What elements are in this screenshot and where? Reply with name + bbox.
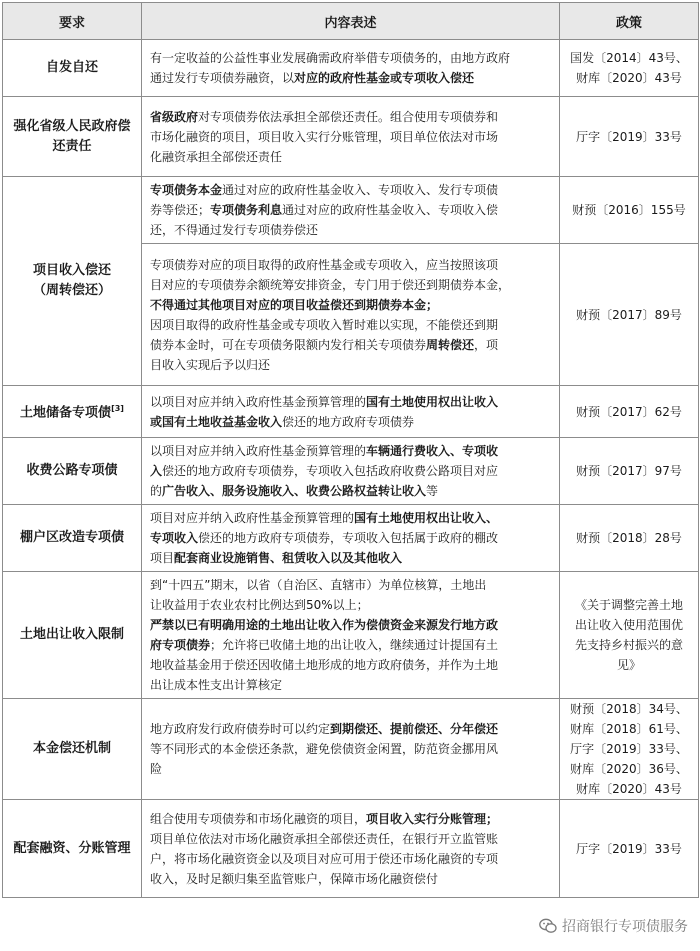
requirement-cell	[3, 800, 142, 898]
requirement-text: 收费公路专项债	[26, 463, 118, 478]
header-policy: 政策	[560, 3, 699, 40]
policy-cell	[560, 40, 699, 97]
content-text: 项目	[150, 551, 175, 565]
content-text: 险	[150, 762, 163, 776]
content-line	[150, 655, 553, 675]
content-line	[150, 315, 553, 335]
content-text: 对专项债券依法承担全部偿还责任。	[198, 109, 391, 124]
policy-text: 财库〔2018〕61号、	[570, 722, 688, 736]
content-text: 出让成本性支出计算核定	[150, 678, 283, 692]
content-text: 的	[150, 484, 163, 498]
content-text: 还，不得通过发行专项债券偿还	[150, 223, 319, 237]
content-line	[150, 127, 553, 147]
policy-text: 财预〔2017〕62号	[576, 404, 682, 419]
policy-text: 财预〔2018〕28号	[576, 531, 682, 545]
table-row	[3, 177, 699, 244]
policy-cell	[560, 572, 699, 699]
watermark	[537, 916, 690, 936]
content-line	[150, 355, 553, 375]
content-cell	[142, 386, 560, 438]
content-bold-text: 严禁以已有明确用途的土地出让收入作为偿债资金来源发行地方政	[150, 618, 499, 632]
content-line	[150, 548, 553, 568]
requirement-text: 强化省级人民政府偿	[13, 118, 131, 134]
content-bold-text: 项目收入实行分账管理；	[366, 811, 499, 826]
table-row	[3, 505, 699, 572]
content-text: 地方政府发行政府债券时可以约定	[150, 722, 331, 736]
requirement-cell	[3, 505, 142, 572]
content-cell	[142, 177, 560, 244]
content-line	[150, 48, 553, 68]
content-line	[150, 675, 553, 695]
policy-text: 财预〔2017〕89号	[576, 307, 682, 322]
content-bold-text: 不得通过其他项目对应的项目收益偿还到期债券本金；	[150, 297, 439, 312]
policy-cell	[560, 177, 699, 244]
content-line	[150, 809, 553, 829]
content-line	[150, 295, 553, 315]
content-cell	[142, 97, 560, 177]
requirement-cell	[3, 572, 142, 699]
content-line	[150, 392, 553, 412]
content-text: 因项目取得的政府性基金或专项收入暂时难以实现，不能偿还到期	[150, 317, 499, 332]
content-text: 以项目对应并纳入政府性基金预算管理的	[150, 394, 367, 409]
content-line	[150, 508, 553, 528]
content-text: 目对应的专项债券余额统筹安排资金，专门用于偿还到期债券本金，	[150, 277, 511, 292]
content-cell	[142, 699, 560, 800]
policy-cell	[560, 505, 699, 572]
wechat-icon	[539, 918, 557, 934]
content-text: 目收入实现后予以归还	[150, 357, 271, 372]
content-line	[150, 528, 553, 548]
content-line	[150, 180, 553, 200]
content-cell	[142, 244, 560, 386]
content-text: ，项	[474, 337, 499, 352]
content-cell	[142, 572, 560, 699]
policy-text: 出让收入使用范围优	[574, 618, 683, 632]
content-bold-text: 专项债务利息	[210, 203, 283, 217]
content-line	[150, 441, 553, 461]
table-row	[3, 386, 699, 438]
table-row	[3, 40, 699, 97]
table-row	[3, 97, 699, 177]
content-text: 项目单位依法对市场化融资承担全部偿还责任，在银行开立监管账	[150, 831, 499, 846]
content-text: 组合使用专项债券和市场化融资的项目，	[150, 811, 367, 826]
content-text: 通过对应的政府性基金收入、专项收入偿	[282, 203, 499, 217]
content-bold-text: 车辆通行费收入、专项收	[366, 444, 499, 458]
content-text: 地收益基金用于偿还因收储土地形成的地方政府债务，并作为土地	[150, 658, 499, 672]
policy-text: 财预〔2018〕34号、	[570, 702, 688, 716]
content-text: 券等偿还；	[150, 203, 211, 217]
content-text: 项目对应并纳入政府性基金预算管理的	[150, 511, 355, 525]
requirement-cell	[3, 438, 142, 505]
policy-text: 厅字〔2019〕33号	[576, 841, 682, 856]
content-bold-text: 府专项债券	[150, 638, 211, 652]
policy-text: 财库〔2020〕43号	[576, 71, 682, 85]
content-text: 收入，及时足额归集至监管账户，保障市场化融资偿付	[150, 871, 439, 886]
content-bold-text: 国有土地使用权出让收入	[366, 394, 499, 409]
content-line	[150, 275, 553, 295]
content-line	[150, 68, 553, 88]
content-bold-text: 广告收入、服务设施收入、收费公路权益转让收入	[162, 484, 427, 498]
content-bold-text: 入	[150, 464, 163, 478]
policy-text: 财库〔2020〕36号、	[570, 762, 688, 776]
requirement-text: 本金偿还机制	[32, 741, 111, 756]
requirement-text: （周转偿还）	[32, 283, 111, 298]
content-cell	[142, 40, 560, 97]
policy-text: 厅字〔2019〕33号	[576, 129, 682, 144]
content-bold-text: 周转偿还	[426, 337, 475, 352]
policy-text: 先支持乡村振兴的意	[574, 638, 683, 652]
content-line	[150, 107, 553, 127]
content-text: 专项债券对应的项目取得的政府性基金或专项收入，应当按照该项	[150, 257, 499, 272]
content-text: 偿还的地方政府专项债券，专项收入包括属于政府的棚改	[198, 531, 499, 545]
content-line	[150, 255, 553, 275]
policy-text: 《关于调整完善土地	[574, 598, 683, 612]
content-line	[150, 412, 553, 432]
content-text: 让收益用于农业农村比例达到50%以上；	[150, 598, 369, 612]
content-text: 通过对应的政府性基金收入、专项收入、发行专项债	[222, 183, 499, 197]
policy-text: 财库〔2020〕43号	[576, 782, 682, 796]
content-text: 等不同形式的本金偿还条款，避免偿债资金闲置，防范资金挪用风	[150, 742, 499, 756]
policy-text: 见》	[616, 658, 641, 672]
policy-table	[2, 2, 699, 898]
content-line	[150, 461, 553, 481]
requirement-cell	[3, 40, 142, 97]
content-line	[150, 481, 553, 501]
policy-cell	[560, 800, 699, 898]
content-line	[150, 635, 553, 655]
content-cell	[142, 505, 560, 572]
content-bold-text: 或国有土地收益基金收入	[150, 414, 283, 429]
content-line	[150, 869, 553, 889]
table-row	[3, 572, 699, 699]
content-text: 化融资承担全部偿还责任	[150, 149, 283, 164]
content-line	[150, 719, 553, 739]
content-line	[150, 759, 553, 779]
requirement-cell	[3, 386, 142, 438]
requirement-cell	[3, 97, 142, 177]
content-line	[150, 200, 553, 220]
requirement-text: 项目收入偿还	[32, 263, 111, 278]
requirement-text: 棚户区改造专项债	[19, 530, 124, 545]
policy-text: 国发〔2014〕43号、	[570, 51, 688, 65]
policy-text: 财预〔2016〕155号	[572, 203, 686, 217]
policy-cell	[560, 386, 699, 438]
requirement-cell	[3, 177, 142, 386]
content-bold-text: 省级政府	[150, 109, 199, 124]
policy-cell	[560, 97, 699, 177]
policy-text: 财预〔2017〕97号	[576, 464, 682, 478]
table-header-row	[3, 3, 699, 40]
content-text: 债券本金时，可在专项债务限额内发行相关专项债券	[150, 337, 427, 352]
content-text: 通过发行专项债券融资，以	[150, 71, 295, 85]
requirement-text: 土地出让收入限制	[19, 627, 124, 642]
policy-cell	[560, 438, 699, 505]
content-line	[150, 829, 553, 849]
content-text: 到“十四五”期末，以省（自治区、直辖市）为单位核算，土地出	[150, 578, 487, 592]
content-cell	[142, 438, 560, 505]
content-bold-text: 国有土地使用权出让收入、	[354, 511, 499, 525]
content-text: 等	[426, 484, 439, 498]
footnote-marker: [3]	[111, 404, 124, 414]
content-text: 偿还的地方政府专项债券，专项收入包括政府收费公路项目对应	[162, 464, 499, 478]
content-bold-text: 专项债务本金	[150, 183, 223, 197]
content-text: 以项目对应并纳入政府性基金预算管理的	[150, 444, 367, 458]
content-bold-text: 专项收入	[150, 531, 199, 545]
content-line	[150, 147, 553, 167]
table-row	[3, 699, 699, 800]
content-text: 偿还的地方政府专项债券	[282, 414, 415, 429]
content-text: 组合使用专项债券和	[390, 109, 499, 124]
policy-cell	[560, 244, 699, 386]
content-bold-text: 配套商业设施销售、租赁收入以及其他收入	[174, 551, 403, 565]
requirement-cell	[3, 699, 142, 800]
content-line	[150, 739, 553, 759]
content-line	[150, 615, 553, 635]
content-cell	[142, 800, 560, 898]
content-text: 有一定收益的公益性事业发展确需政府举借专项债务的，由地方政府	[150, 51, 511, 65]
requirement-text: 配套融资、分账管理	[13, 840, 131, 856]
header-requirement: 要求	[3, 3, 142, 40]
header-content: 内容表述	[142, 3, 560, 40]
content-text: 市场化融资的项目，项目收入实行分账管理，项目单位依法对市场	[150, 129, 499, 144]
content-line	[150, 595, 553, 615]
table-row	[3, 438, 699, 505]
requirement-text: 土地储备专项债	[20, 405, 112, 421]
table-row	[3, 800, 699, 898]
content-line	[150, 849, 553, 869]
policy-cell	[560, 699, 699, 800]
content-text: 户，将市场化融资资金以及项目对应可用于偿还市场化融资的专项	[150, 851, 499, 866]
content-line	[150, 335, 553, 355]
watermark-text: 招商银行专项债服务	[562, 919, 688, 935]
requirement-text: 自发自还	[45, 60, 98, 75]
content-text: ；允许将已收储土地的出让收入，继续通过计提国有土	[210, 638, 499, 652]
content-bold-text: 到期偿还、提前偿还、分年偿还	[330, 722, 499, 736]
content-line	[150, 575, 553, 595]
content-bold-text: 对应的政府性基金或专项收入偿还	[294, 71, 475, 85]
content-line	[150, 220, 553, 240]
requirement-text: 还责任	[52, 138, 92, 154]
policy-text: 厅字〔2019〕33号、	[570, 742, 688, 756]
